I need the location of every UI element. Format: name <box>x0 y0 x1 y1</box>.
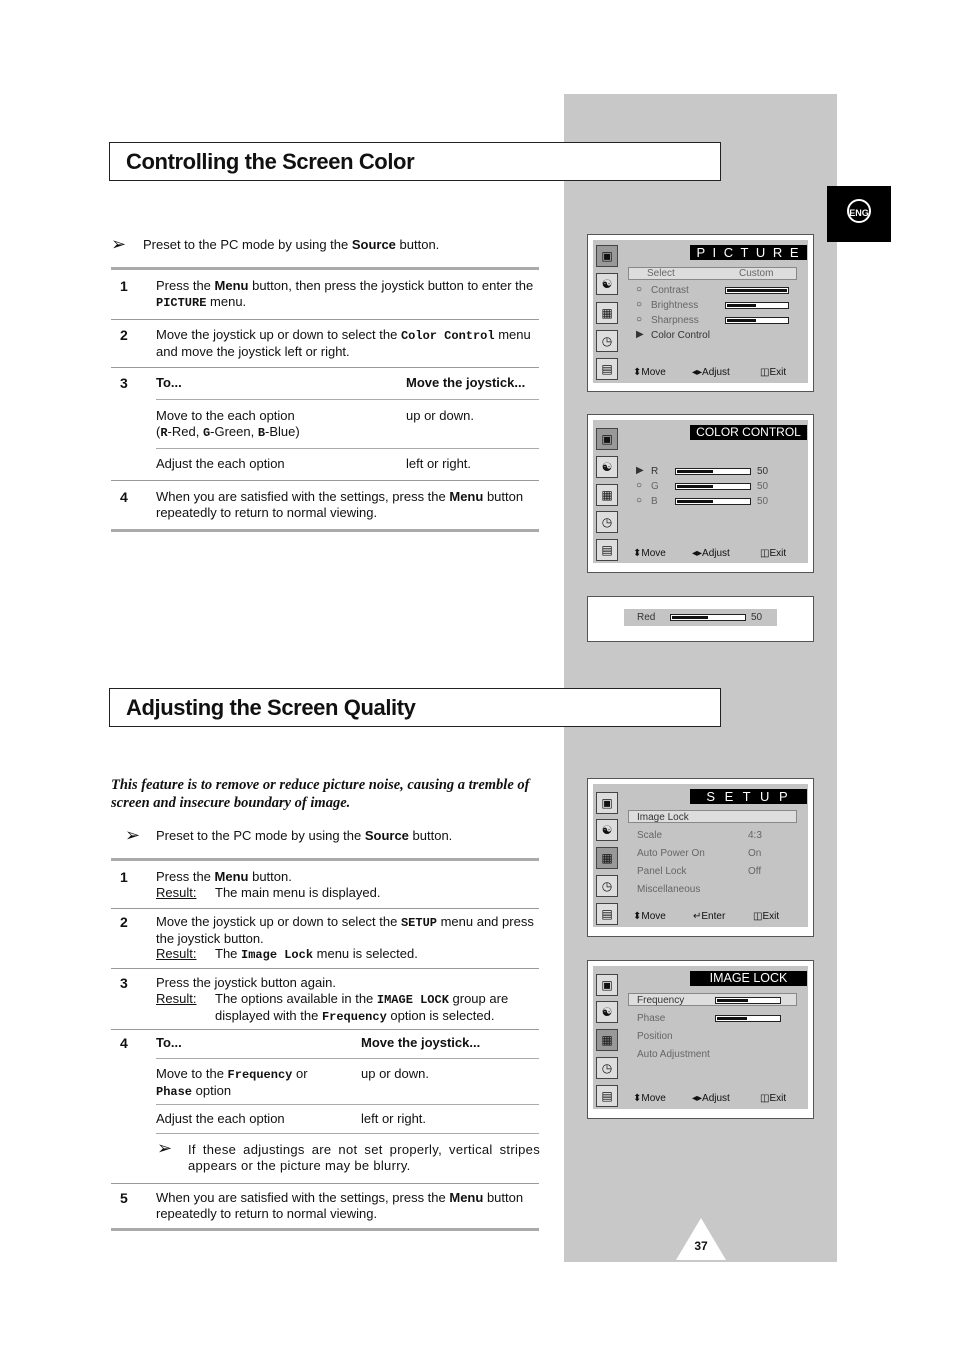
osd-item-label: Sharpness <box>651 315 699 326</box>
table-cell: Adjust the each option <box>156 456 285 471</box>
table-cell: left or right. <box>406 456 472 471</box>
osd-item-label: Scale <box>637 830 663 841</box>
section-title: Adjusting the Screen Quality <box>126 695 416 720</box>
osd-image-lock-screen <box>587 960 814 1119</box>
step-text: When you are satisfied with the settings, press the Menu button repeatedly to return to normal viewing. <box>156 1190 524 1221</box>
osd-level-bar <box>725 302 789 309</box>
table-cell: up or down. <box>406 408 474 423</box>
input-icon: ▤ <box>596 1085 618 1107</box>
divider <box>111 319 539 320</box>
osd-footer-move: ⬍Move <box>633 548 666 559</box>
table-header-to: To... <box>156 1035 182 1050</box>
osd-footer-move: ⬍Move <box>633 911 666 922</box>
divider <box>156 1133 539 1134</box>
osd-item-value: 4:3 <box>748 830 762 841</box>
result-text: The options available in the IMAGE LOCK group are displayed with the Frequency option is selected. <box>215 991 509 1024</box>
osd-title: COLOR CONTROL <box>690 425 807 440</box>
antenna-icon: ☯ <box>596 456 618 478</box>
osd-level-bar <box>675 468 751 475</box>
divider <box>111 968 539 969</box>
radio-icon: ○ <box>636 284 643 295</box>
input-icon: ▤ <box>596 903 618 925</box>
step-number: 2 <box>120 327 128 343</box>
osd-item-label: G <box>651 481 659 492</box>
table-cell: Move to the each option (R-Red, G-Green, B-Blue) <box>156 408 300 440</box>
step-number: 2 <box>120 914 128 930</box>
radio-icon: ○ <box>636 495 643 506</box>
clock-icon: ◷ <box>596 875 618 897</box>
note-text: If these adjustings are not set properly, vertical stripes appears or the picture may be blurry. <box>188 1142 540 1173</box>
radio-icon: ○ <box>636 480 643 491</box>
osd-footer-enter: ↵Enter <box>693 911 726 922</box>
clock-icon: ◷ <box>596 1057 618 1079</box>
osd-item-value: On <box>748 848 762 859</box>
divider <box>111 480 539 481</box>
table-cell: Adjust the each option <box>156 1111 285 1126</box>
osd-footer-adjust: ◂▸Adjust <box>692 548 730 559</box>
clock-icon: ◷ <box>596 330 618 352</box>
input-icon: ▤ <box>596 358 618 380</box>
osd-item-label: Auto Power On <box>637 848 705 859</box>
osd-footer-exit: ◫Exit <box>760 548 787 559</box>
result-text: The main menu is displayed. <box>215 885 381 900</box>
table-header-to: To... <box>156 375 182 390</box>
divider <box>156 448 539 449</box>
divider <box>156 1104 539 1105</box>
osd-level-bar <box>715 997 781 1004</box>
input-icon: ▤ <box>596 539 618 561</box>
osd-footer-move: ⬍Move <box>633 367 666 378</box>
divider <box>111 529 539 532</box>
osd-red-adjust-screen <box>587 596 814 642</box>
osd-item-value: 50 <box>757 496 769 507</box>
step-text: Move the joystick up or down to select the Color Control menu and move the joystick left or right. <box>156 327 531 359</box>
osd-item-label: B <box>651 496 658 507</box>
result-label: Result: <box>156 885 197 900</box>
antenna-icon: ☯ <box>596 273 618 295</box>
osd-item-label: Color Control <box>651 330 710 341</box>
osd-item-label: Position <box>637 1031 673 1042</box>
osd-item-label: Frequency <box>637 995 685 1006</box>
setup-icon: ▦ <box>596 484 618 506</box>
result-label: Result: <box>156 991 197 1006</box>
step-number: 3 <box>120 375 128 391</box>
step-number: 4 <box>120 489 128 505</box>
step-text: Press the Menu button, then press the joystick button to enter the PICTURE menu. <box>156 278 534 310</box>
table-cell: Move to the Frequency or Phase option <box>156 1066 308 1099</box>
divider <box>156 399 539 400</box>
osd-footer-exit: ◫Exit <box>753 911 780 922</box>
osd-picture-screen <box>587 234 814 392</box>
step-number: 1 <box>120 278 128 294</box>
antenna-icon: ☯ <box>596 819 618 841</box>
section-title-box <box>109 142 721 181</box>
osd-item-value: 50 <box>751 612 763 623</box>
clock-icon: ◷ <box>596 511 618 533</box>
result-text: The Image Lock menu is selected. <box>215 946 418 962</box>
note-arrow-icon: ➢ <box>125 825 141 845</box>
divider <box>111 1029 539 1030</box>
note-arrow-icon: ➢ <box>111 234 127 254</box>
section-title: Controlling the Screen Color <box>126 149 415 174</box>
osd-item-label: Image Lock <box>637 812 689 823</box>
table-cell: left or right. <box>361 1111 427 1126</box>
osd-item-label: R <box>651 466 659 477</box>
osd-title: S E T U P <box>690 789 807 804</box>
divider <box>111 1183 539 1184</box>
setup-icon: ▦ <box>596 847 618 869</box>
osd-level-bar <box>725 287 789 294</box>
language-badge: ENG <box>847 199 871 223</box>
result-label: Result: <box>156 946 197 961</box>
divider <box>111 908 539 909</box>
osd-level-bar <box>675 498 751 505</box>
play-icon: ▶ <box>636 329 644 340</box>
osd-title: P I C T U R E <box>690 245 807 260</box>
step-text: Press the joystick button again. <box>156 975 336 990</box>
osd-icon-column <box>593 420 621 563</box>
tv-icon: ▣ <box>596 974 618 996</box>
osd-icon-column <box>593 966 621 1109</box>
osd-select-label: Select <box>647 268 675 279</box>
osd-footer-exit: ◫Exit <box>760 1093 787 1104</box>
osd-item-label: Brightness <box>651 300 699 311</box>
setup-icon: ▦ <box>596 302 618 324</box>
osd-setup-screen <box>587 778 814 937</box>
osd-footer-move: ⬍Move <box>633 1093 666 1104</box>
radio-icon: ○ <box>636 299 643 310</box>
radio-icon: ○ <box>636 314 643 325</box>
osd-item-label: Miscellaneous <box>637 884 701 895</box>
divider <box>111 267 539 270</box>
antenna-icon: ☯ <box>596 1001 618 1023</box>
play-icon: ▶ <box>636 465 644 476</box>
osd-footer-exit: ◫Exit <box>760 367 787 378</box>
osd-select-value: Custom <box>739 268 774 279</box>
table-cell: up or down. <box>361 1066 429 1081</box>
table-header-move: Move the joystick... <box>361 1035 481 1050</box>
osd-item-label: Auto Adjustment <box>637 1049 710 1060</box>
step-text: Move the joystick up or down to select the SETUP menu and press the joystick button. <box>156 914 534 946</box>
osd-item-value: 50 <box>757 481 769 492</box>
osd-level-bar <box>715 1015 781 1022</box>
step-number: 5 <box>120 1190 128 1206</box>
osd-footer-adjust: ◂▸Adjust <box>692 367 730 378</box>
step-text: Press the Menu button. <box>156 869 292 884</box>
tv-icon: ▣ <box>596 428 618 450</box>
osd-icon-column <box>593 784 621 927</box>
divider <box>111 1228 539 1231</box>
step-number: 1 <box>120 869 128 885</box>
osd-item-label: Phase <box>637 1013 666 1024</box>
tv-icon: ▣ <box>596 792 618 814</box>
preset-note: Preset to the PC mode by using the Source button. <box>143 237 440 252</box>
osd-footer-adjust: ◂▸Adjust <box>692 1093 730 1104</box>
table-header-move: Move the joystick... <box>406 375 526 390</box>
osd-item-label: Panel Lock <box>637 866 687 877</box>
osd-level-bar <box>670 614 746 621</box>
osd-level-bar <box>675 483 751 490</box>
step-number: 3 <box>120 975 128 991</box>
osd-title: IMAGE LOCK <box>690 971 807 986</box>
preset-note: Preset to the PC mode by using the Source button. <box>156 828 453 843</box>
divider <box>111 858 539 861</box>
osd-icon-column <box>593 240 621 383</box>
osd-level-bar <box>725 317 789 324</box>
note-arrow-icon: ➢ <box>157 1138 173 1158</box>
tv-icon: ▣ <box>596 245 618 267</box>
step-text: When you are satisfied with the settings, press the Menu button repeatedly to return to normal viewing. <box>156 489 524 520</box>
setup-icon: ▦ <box>596 1029 618 1051</box>
osd-item-value: 50 <box>757 466 769 477</box>
osd-color-control-screen <box>587 414 814 573</box>
divider <box>111 367 539 368</box>
section-title-box <box>109 688 721 727</box>
page-number: 37 <box>694 1239 708 1253</box>
osd-item-value: Off <box>748 866 762 877</box>
section-intro: This feature is to remove or reduce picture noise, causing a tremble of screen and insecure boundary of image. <box>111 777 530 811</box>
divider <box>156 1058 539 1059</box>
osd-item-label: Contrast <box>651 285 689 296</box>
step-number: 4 <box>120 1035 128 1051</box>
osd-item-label: Red <box>637 612 656 623</box>
language-tab <box>827 186 891 242</box>
